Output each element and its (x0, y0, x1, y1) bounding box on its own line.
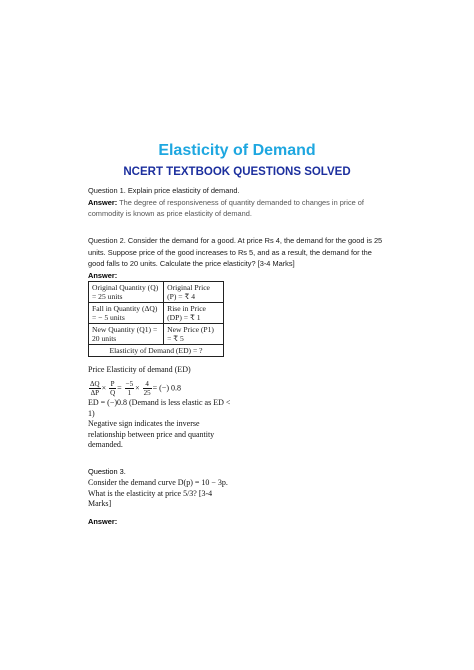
answer-1 (88, 197, 388, 220)
table-cell: New Price (P1) = ₹ 5 (164, 324, 224, 345)
calculation-notes (88, 398, 238, 451)
fraction-numerator: 4 (143, 380, 152, 389)
elasticity-table (88, 281, 224, 357)
table-cell: Fall in Quantity (ΔQ) = − 5 units (89, 303, 164, 324)
fraction-denominator: 25 (143, 389, 151, 397)
question-1 (88, 185, 388, 220)
ed-result-line: ED = (−)0.8 (Demand is less elastic as ED < 1) (88, 398, 231, 418)
fraction-denominator: 1 (127, 389, 132, 397)
question-3 (88, 466, 388, 478)
fraction-numerator: ΔQ (90, 380, 100, 388)
table-row (89, 345, 224, 357)
fraction-p-q (109, 380, 116, 397)
answer-1-text: The degree of responsiveness of quantity demanded to changes in price of commodity is known as price elasticity of demand. (88, 197, 364, 218)
fraction-denominator: Q (110, 389, 116, 397)
table-cell: New Quantity (Q1) = 20 units (89, 324, 164, 345)
table-cell: Original Price (P) = ₹ 4 (164, 282, 224, 303)
fraction-numerator: P (110, 380, 115, 388)
answer-3-label: Answer: (88, 517, 118, 526)
question-2 (88, 235, 388, 281)
calculation-block (88, 365, 238, 376)
table-row (89, 303, 224, 324)
table-cell: Original Quantity (Q) = 25 units (89, 282, 164, 303)
question-2-text: Question 2. Consider the demand for a good. At price Rs 4, the demand for the good is 25 units. Suppose price of the good increases to Rs 5, and as a result, the demand for the good falls to 20 units. Calculate the price elasticity? [3-4 Marks] (88, 236, 383, 268)
table-row (89, 324, 224, 345)
times-sign: × (101, 383, 107, 393)
equation-result: = (−) 0.8 (152, 383, 181, 393)
fraction-numerator: −5 (125, 380, 134, 388)
fraction-minus5-1 (125, 380, 134, 397)
answer-1-label: Answer: (88, 197, 118, 207)
elasticity-equation (88, 380, 181, 397)
table-cell: Rise in Price (DP) = ₹ 1 (164, 303, 224, 324)
question-1-text: Question 1. Explain price elasticity of demand. (88, 186, 240, 195)
equals-sign: = (117, 383, 122, 393)
times-sign: × (135, 383, 140, 393)
answer-3 (88, 516, 388, 528)
question-3-label: Question 3. (88, 467, 126, 476)
calc-heading: Price Elasticity of demand (ED) (88, 365, 191, 374)
page-title: Elasticity of Demand (158, 142, 316, 159)
fraction-4-25 (143, 380, 152, 397)
table-cell: Elasticity of Demand (ED) = ? (89, 345, 224, 357)
fraction-denominator: ΔP (90, 389, 99, 397)
fraction-dq-dp (89, 380, 101, 397)
page-subtitle: NCERT TEXTBOOK QUESTIONS SOLVED (123, 166, 351, 178)
table-row (89, 282, 224, 303)
question-3-text: Consider the demand curve D(p) = 10 − 3p. What is the elasticity at price 5/3? [3-4 Marks] (88, 478, 228, 508)
negative-sign-note: Negative sign indicates the inverse relationship between price and quantity demanded. (88, 419, 215, 449)
answer-2-label: Answer: (88, 270, 118, 280)
